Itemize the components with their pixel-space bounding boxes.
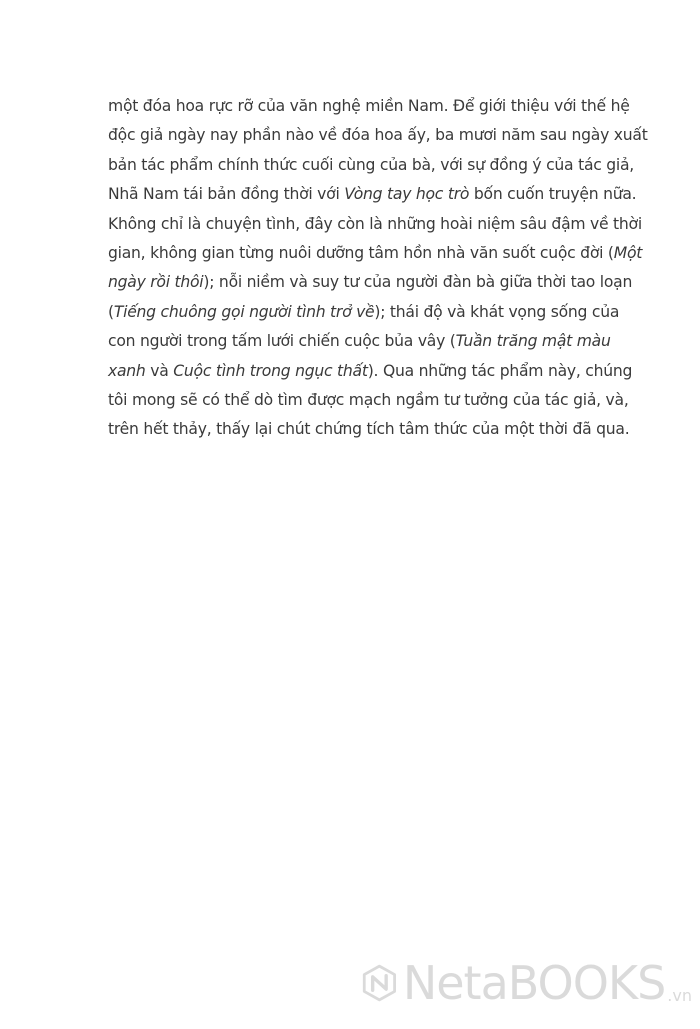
line-text: trên hết thảy, thấy lại chút chứng tích tâm thức của một thời đã qua.: [108, 420, 630, 439]
paragraph-line: [108, 151, 635, 180]
line-text: ); thái độ và khát vọng sống của: [374, 302, 620, 321]
line-text: ); nỗi niềm và suy tư của người đàn bà giữa thời tao loạn: [203, 273, 633, 292]
line-text: tôi mong sẽ có thể dò tìm được mạch ngầm tư tưởng của tác giả, và,: [108, 390, 629, 409]
line-text: con người trong tấm lưới chiến cuộc bủa vây (: [108, 332, 456, 351]
book-title: xanh: [108, 361, 146, 380]
paragraph-line: [108, 92, 630, 121]
paragraph-line: [108, 180, 637, 209]
line-text: Nhã Nam tái bản đồng thời với: [108, 185, 345, 204]
book-title: Cuộc tình trong ngục thất: [173, 361, 368, 380]
book-title: ngày rồi thôi: [108, 273, 204, 292]
paragraph-line: [108, 121, 648, 150]
line-text: gian, không gian từng nuôi dưỡng tâm hồn nhà văn suốt cuộc đời (: [108, 243, 614, 262]
book-title: Tuần trăng mật màu: [455, 332, 611, 351]
line-text: ). Qua những tác phẩm này, chúng: [367, 361, 633, 380]
line-text: bốn cuốn truyện nữa.: [469, 185, 637, 204]
paragraph-line: [108, 415, 630, 444]
line-text: một đóa hoa rực rỡ của văn nghệ miền Nam. Để giới thiệu với thế hệ: [108, 97, 630, 115]
paragraph-line: [108, 239, 643, 268]
line-text: và: [145, 361, 174, 380]
watermark-domain: .vn: [667, 986, 692, 1005]
netabooks-watermark: [362, 947, 692, 1019]
paragraph-line: [108, 210, 642, 239]
book-title: Tiếng chuông gọi người tình trở về: [113, 302, 375, 321]
watermark-brand: NetaBOOKS: [402, 956, 666, 1010]
paragraph-line: [108, 268, 633, 297]
paragraph-line: [108, 298, 620, 327]
book-title: Một: [613, 243, 643, 262]
paragraph-line: [108, 357, 633, 386]
line-text: độc giả ngày nay phần nào về đóa hoa ấy, ba mươi năm sau ngày xuất: [108, 126, 648, 145]
line-text: (: [108, 302, 114, 321]
netabooks-logo-icon: [362, 950, 397, 1016]
line-text: bản tác phẩm chính thức cuối cùng của bà, với sự đồng ý của tác giả,: [108, 155, 635, 174]
paragraph-line: [108, 386, 629, 415]
body-paragraph: [108, 92, 648, 445]
paragraph-line: [108, 327, 611, 356]
line-text: Không chỉ là chuyện tình, đây còn là những hoài niệm sâu đậm về thời: [108, 214, 642, 233]
book-title: Vòng tay học trò: [344, 185, 470, 204]
